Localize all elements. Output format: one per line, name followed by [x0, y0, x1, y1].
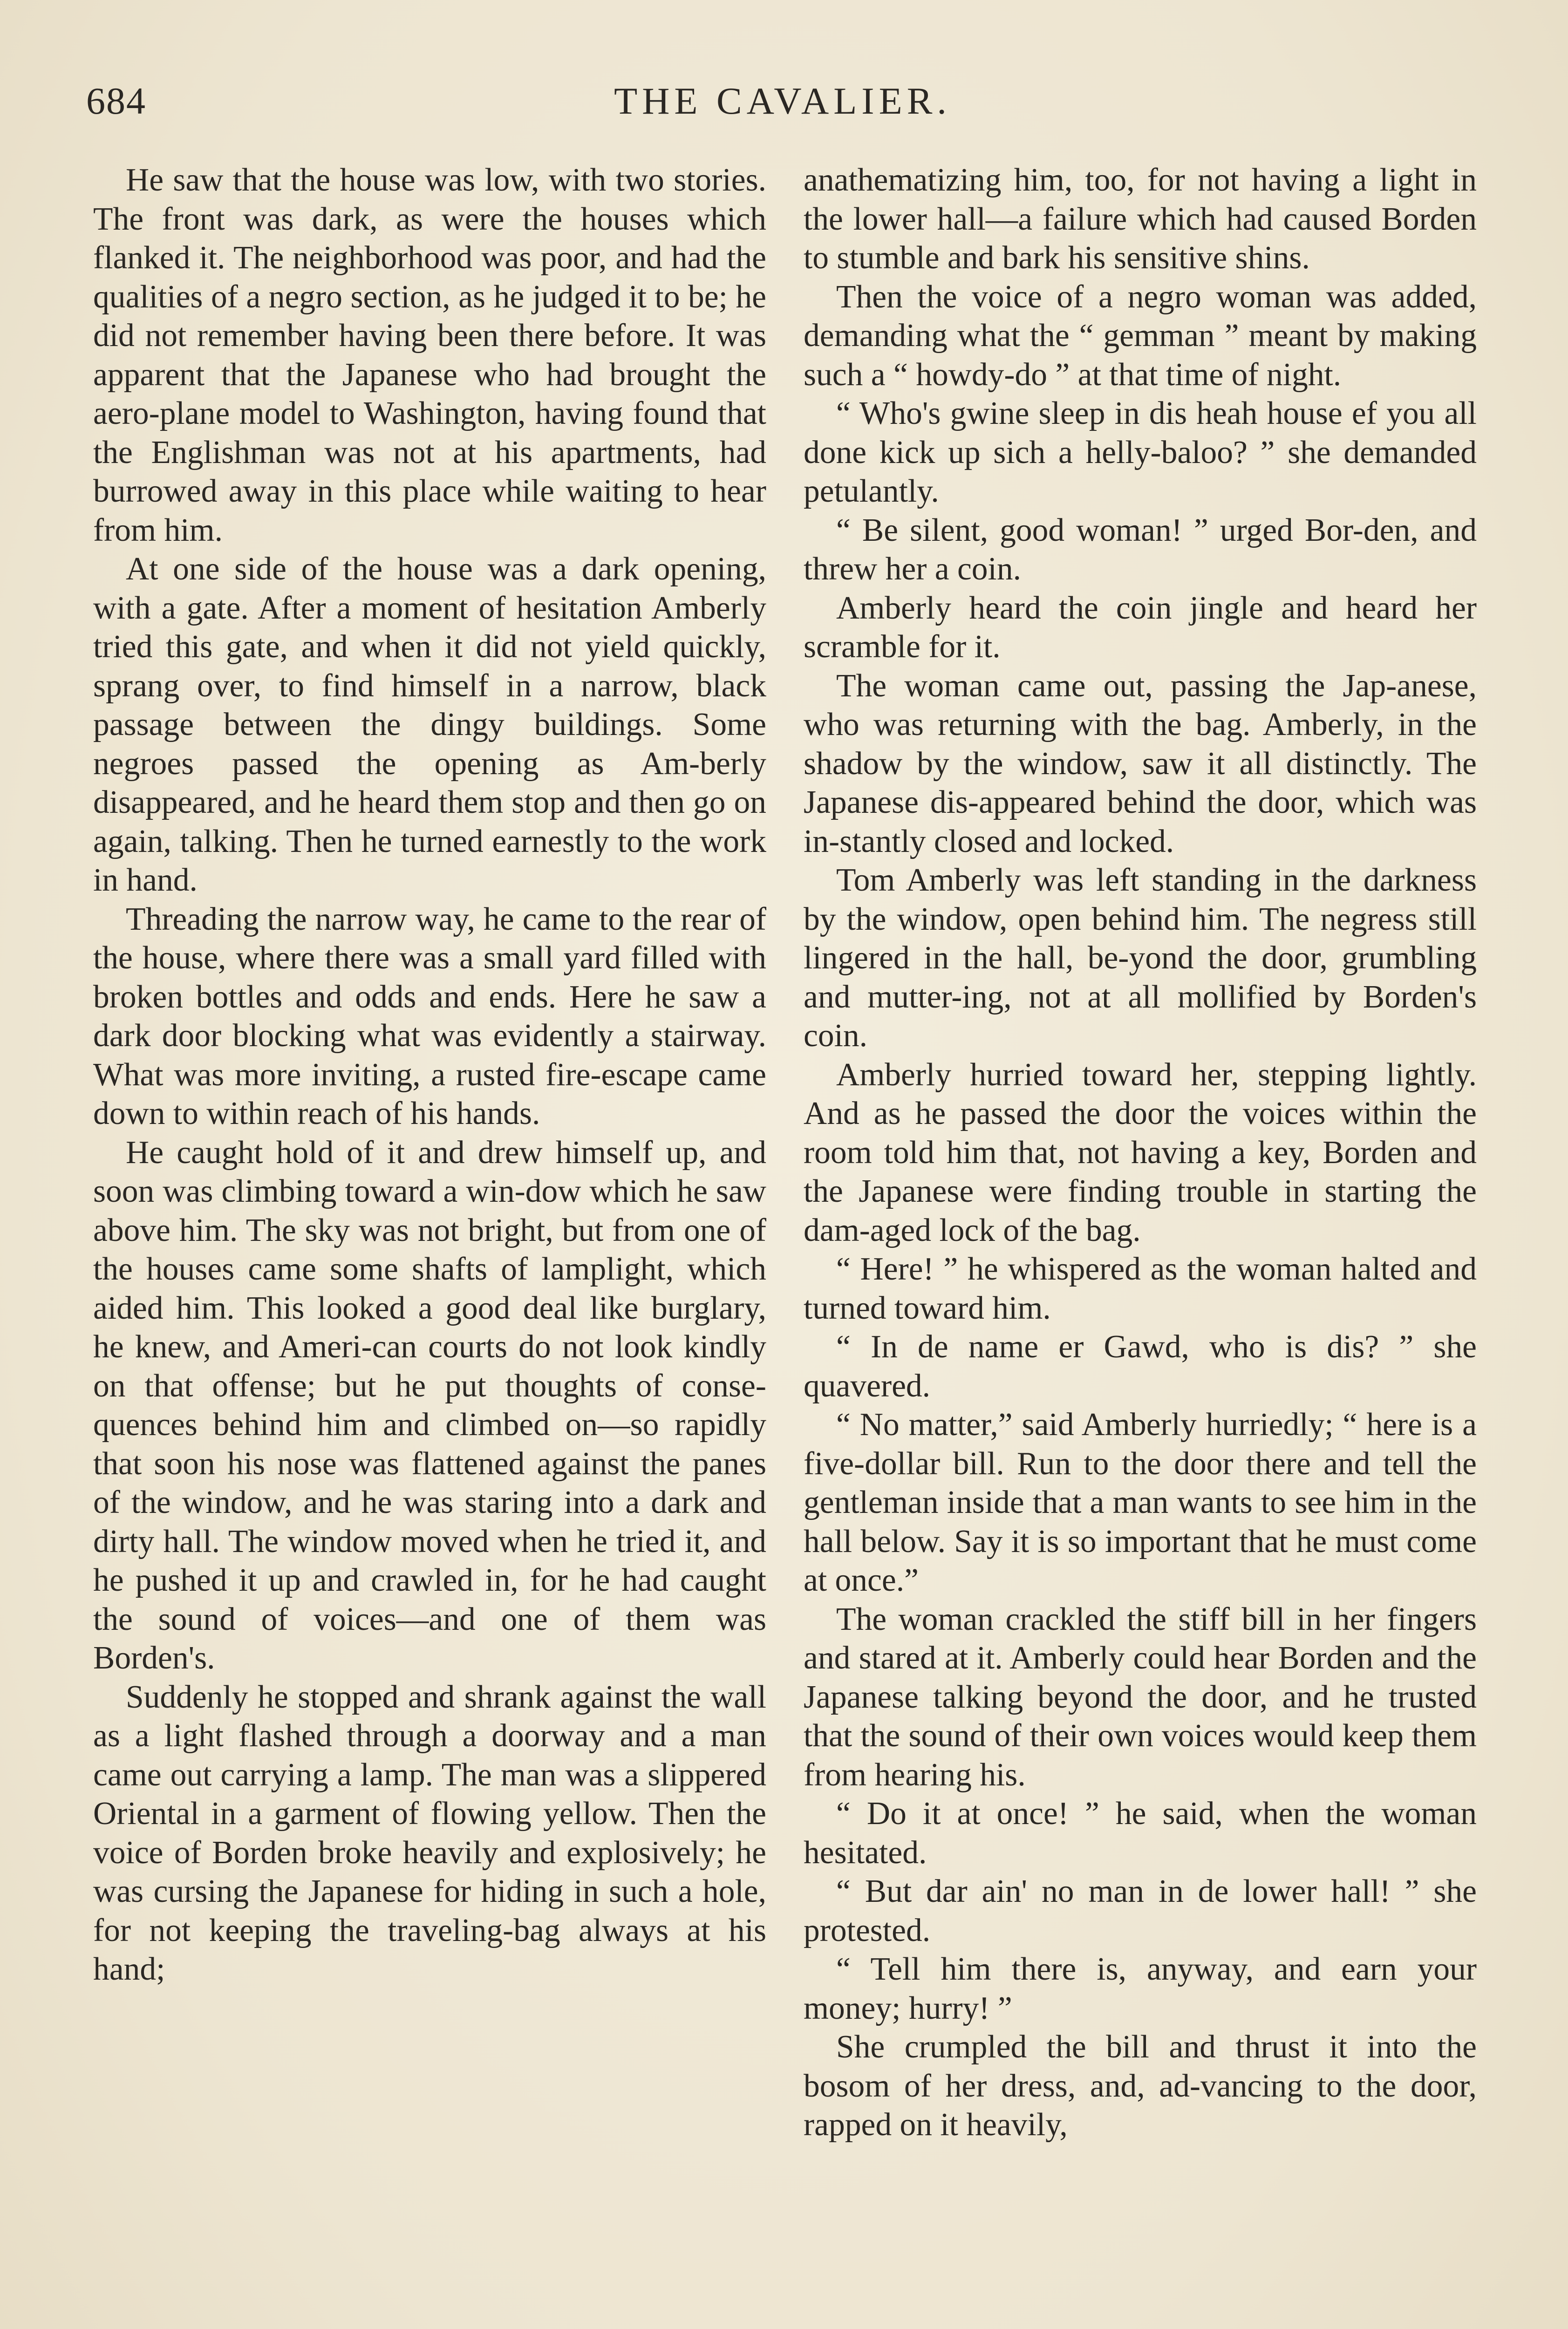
paragraph: At one side of the house was a dark opening, with a gate. After a moment of hesitation Amberly tried this gate, and when it did not yield quickly, sprang over, to find himself in a narrow, black passage between the dingy buildings. Some negroes passed the opening as Am-berly disappeared, and he heard them stop and then go on again, talking. Then he turned earnestly to the work in hand.: [93, 551, 766, 898]
page-number: 684: [86, 80, 146, 122]
paragraph: “ But dar ain' no man in de lower hall! ” she protested.: [804, 1873, 1477, 1948]
paragraph: The woman came out, passing the Jap-anese, who was returning with the bag. Amberly, in the shadow by the window, saw it all distinctly. The Japanese dis-appeared behind the door, which was in-stantly closed and locked.: [804, 667, 1477, 859]
running-title: THE CAVALIER.: [614, 80, 951, 122]
page-header: [86, 70, 1479, 126]
paragraph: “ Who's gwine sleep in dis heah house ef you all done kick up sich a helly-baloo? ” she demanded petulantly.: [804, 395, 1477, 509]
paragraph: Then the voice of a negro woman was added, demanding what the “ gemman ” meant by making such a “ howdy-do ” at that time of night.: [804, 279, 1477, 393]
paragraph: Suddenly he stopped and shrank against the wall as a light flashed through a doorway and a man came out carrying a lamp. The man was a slippered Oriental in a garment of flowing yellow. Then the voice of Borden broke heavily and explosively; he was cursing the Japanese for hiding in such a hole, for not keeping the traveling-bag always at his hand;: [93, 1679, 766, 1987]
paragraph: Amberly hurried toward her, stepping lightly. And as he passed the door the voices within the room told him that, not having a key, Borden and the Japanese were finding trouble in starting the dam-aged lock of the bag.: [804, 1056, 1477, 1248]
paragraph: “ Do it at once! ” he said, when the woman hesitated.: [804, 1796, 1477, 1871]
paragraph: Threading the narrow way, he came to the rear of the house, where there was a small yard filled with broken bottles and odds and ends. Here he saw a dark door blocking what was evidently a stairway. What was more inviting, a rusted fire-escape came down to within reach of his hands.: [93, 901, 766, 1131]
paragraph: He caught hold of it and drew himself up, and soon was climbing toward a win-dow which he saw above him. The sky was not bright, but from one of the houses came some shafts of lamplight, which aided him. This looked a good deal like burglary, he knew, and Ameri-can courts do not look kindly on that offense; but he put thoughts of conse-quences behind him and climbed on—so rapidly that soon his nose was flattened against the panes of the window, and he was staring into a dark and dirty hall. The window moved when he tried it, and he pushed it up and crawled in, for he had caught the sound of voices—and one of them was Borden's.: [93, 1134, 766, 1676]
paragraph-continued: anathematizing him, too, for not having a light in the lower hall—a failure which had caused Borden to stumble and bark his sensitive shins.: [804, 162, 1477, 276]
paragraph: “ No matter,” said Amberly hurriedly; “ here is a five-dollar bill. Run to the door there and tell the gentleman inside that a man wants to see him in the hall below. Say it is so important that he must come at once.”: [804, 1407, 1477, 1598]
paragraph: She crumpled the bill and thrust it into the bosom of her dress, and, ad-vancing to the door, rapped on it heavily,: [804, 2029, 1477, 2143]
paragraph: “ Here! ” he whispered as the woman halted and turned toward him.: [804, 1251, 1477, 1326]
paragraph: Tom Amberly was left standing in the darkness by the window, open behind him. The negress still lingered in the hall, be-yond the door, grumbling and mutter-ing, not at all mollified by Borden's coin.: [804, 862, 1477, 1054]
paragraph: “ In de name er Gawd, who is dis? ” she quavered.: [804, 1329, 1477, 1404]
paragraph: Amberly heard the coin jingle and heard her scramble for it.: [804, 590, 1477, 665]
paragraph: “ Be silent, good woman! ” urged Bor-den, and threw her a coin.: [804, 512, 1477, 587]
paragraph: He saw that the house was low, with two stories. The front was dark, as were the houses which flanked it. The neighborhood was poor, and had the qualities of a negro section, as he judged it to be; he did not remember having been there before. It was apparent that the Japanese who had brought the aero-plane model to Washington, having found that the Englishman was not at his apartments, had burrowed away in this place while waiting to hear from him.: [93, 162, 766, 548]
left-column: [93, 161, 766, 1989]
right-column: [804, 161, 1477, 2145]
paragraph: “ Tell him there is, anyway, and earn your money; hurry! ”: [804, 1951, 1477, 2026]
paragraph: The woman crackled the stiff bill in her fingers and stared at it. Amberly could hear Borden and the Japanese talking beyond the door, and he trusted that the sound of their own voices would keep them from hearing his.: [804, 1601, 1477, 1793]
